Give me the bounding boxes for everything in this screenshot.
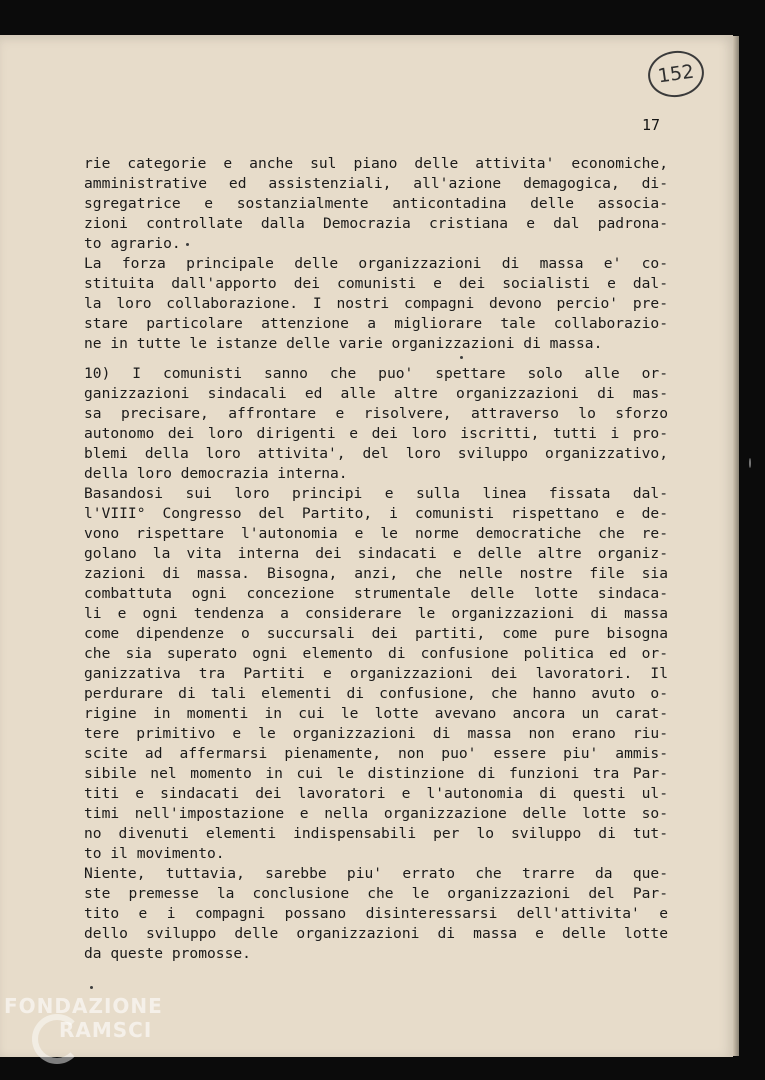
text-line: sgregatrice e sostanzialmente anticontadina delle associa- bbox=[84, 195, 668, 212]
page-number: 17 bbox=[642, 116, 661, 134]
scan-speck bbox=[186, 243, 189, 246]
archive-number-stamp: 152 bbox=[645, 47, 707, 100]
text-line: stare particolare attenzione a migliorare tale collaborazio- bbox=[84, 315, 668, 332]
text-line: timi nell'impostazione e nella organizzazione delle lotte so- bbox=[84, 805, 668, 822]
text-line: da queste promosse. bbox=[84, 945, 251, 962]
text-line: sibile nel momento in cui le distinzione di funzioni tra Par- bbox=[84, 765, 668, 782]
text-line: sa precisare, affrontare e risolvere, attraverso lo sforzo bbox=[84, 405, 668, 422]
text-line: blemi della loro attivita', del loro sviluppo organizzativo, bbox=[84, 445, 668, 462]
text-line: to il movimento. bbox=[84, 845, 225, 862]
text-line: l'VIII° Congresso del Partito, i comunisti rispettano e de- bbox=[84, 505, 668, 522]
text-line: La forza principale delle organizzazioni di massa e' co- bbox=[84, 255, 668, 272]
text-line: 10) I comunisti sanno che puo' spettare solo alle or- bbox=[84, 365, 668, 382]
text-line: vono rispettare l'autonomia e le norme democratiche che re- bbox=[84, 525, 668, 542]
text-line: perdurare di tali elementi di confusione, che hanno avuto o- bbox=[84, 685, 668, 702]
text-line: che sia superato ogni elemento di confusione politica ed or- bbox=[84, 645, 668, 662]
watermark-text-line-2: RAMSCI bbox=[59, 1018, 153, 1042]
text-line: titi e sindacati dei lavoratori e l'autonomia di questi ul- bbox=[84, 785, 668, 802]
text-line: zioni controllate dalla Democrazia cristiana e dal padrona- bbox=[84, 215, 668, 232]
text-line: ganizzazioni sindacali ed alle altre organizzazioni di mas- bbox=[84, 385, 668, 402]
text-line: dello sviluppo delle organizzazioni di massa e delle lotte bbox=[84, 925, 668, 942]
text-line: scite ad affermarsi pienamente, non puo' essere piu' ammis- bbox=[84, 745, 668, 762]
text-line: no divenuti elementi indispensabili per lo sviluppo di tut- bbox=[84, 825, 668, 842]
scan-speck bbox=[749, 458, 751, 468]
text-line: ste premesse la conclusione che le organizzazioni del Par- bbox=[84, 885, 668, 902]
scan-speck bbox=[460, 356, 463, 359]
text-line: autonomo dei loro dirigenti e dei loro iscritti, tutti i pro- bbox=[84, 425, 668, 442]
text-line: to agrario. bbox=[84, 235, 181, 252]
text-line: tere primitivo e le organizzazioni di massa non erano riu- bbox=[84, 725, 668, 742]
text-line: rie categorie e anche sul piano delle attivita' economiche, bbox=[84, 155, 668, 172]
page-edge bbox=[733, 36, 739, 1056]
text-line: ne in tutte le istanze delle varie organizzazioni di massa. bbox=[84, 335, 603, 352]
text-line: golano la vita interna dei sindacati e delle altre organiz- bbox=[84, 545, 668, 562]
text-line: Niente, tuttavia, sarebbe piu' errato che trarre da que- bbox=[84, 865, 668, 882]
text-line: ganizzativa tra Partiti e organizzazioni dei lavoratori. Il bbox=[84, 665, 668, 682]
text-line: Basandosi sui loro principi e sulla linea fissata dal- bbox=[84, 485, 668, 502]
text-line: la loro collaborazione. I nostri compagni devono percio' pre- bbox=[84, 295, 668, 312]
text-line: amministrative ed assistenziali, all'azione demagogica, di- bbox=[84, 175, 668, 192]
text-line: tito e i compagni possano disinteressarsi dell'attivita' e bbox=[84, 905, 668, 922]
fondazione-gramsci-watermark bbox=[4, 994, 194, 1076]
text-line: della loro democrazia interna. bbox=[84, 465, 348, 482]
text-line: zazioni di massa. Bisogna, anzi, che nelle nostre file sia bbox=[84, 565, 668, 582]
text-line: stituita dall'apporto dei comunisti e dei socialisti e dal- bbox=[84, 275, 668, 292]
text-line: combattuta ogni concezione strumentale delle lotte sindaca- bbox=[84, 585, 668, 602]
scan-speck bbox=[90, 986, 93, 989]
text-line: rigine in momenti in cui le lotte avevano ancora un carat- bbox=[84, 705, 668, 722]
text-line: come dipendenze o succursali dei partiti, come pure bisogna bbox=[84, 625, 668, 642]
watermark-text-line-1: FONDAZIONE bbox=[4, 994, 163, 1018]
text-line: li e ogni tendenza a considerare le organizzazioni di massa bbox=[84, 605, 668, 622]
